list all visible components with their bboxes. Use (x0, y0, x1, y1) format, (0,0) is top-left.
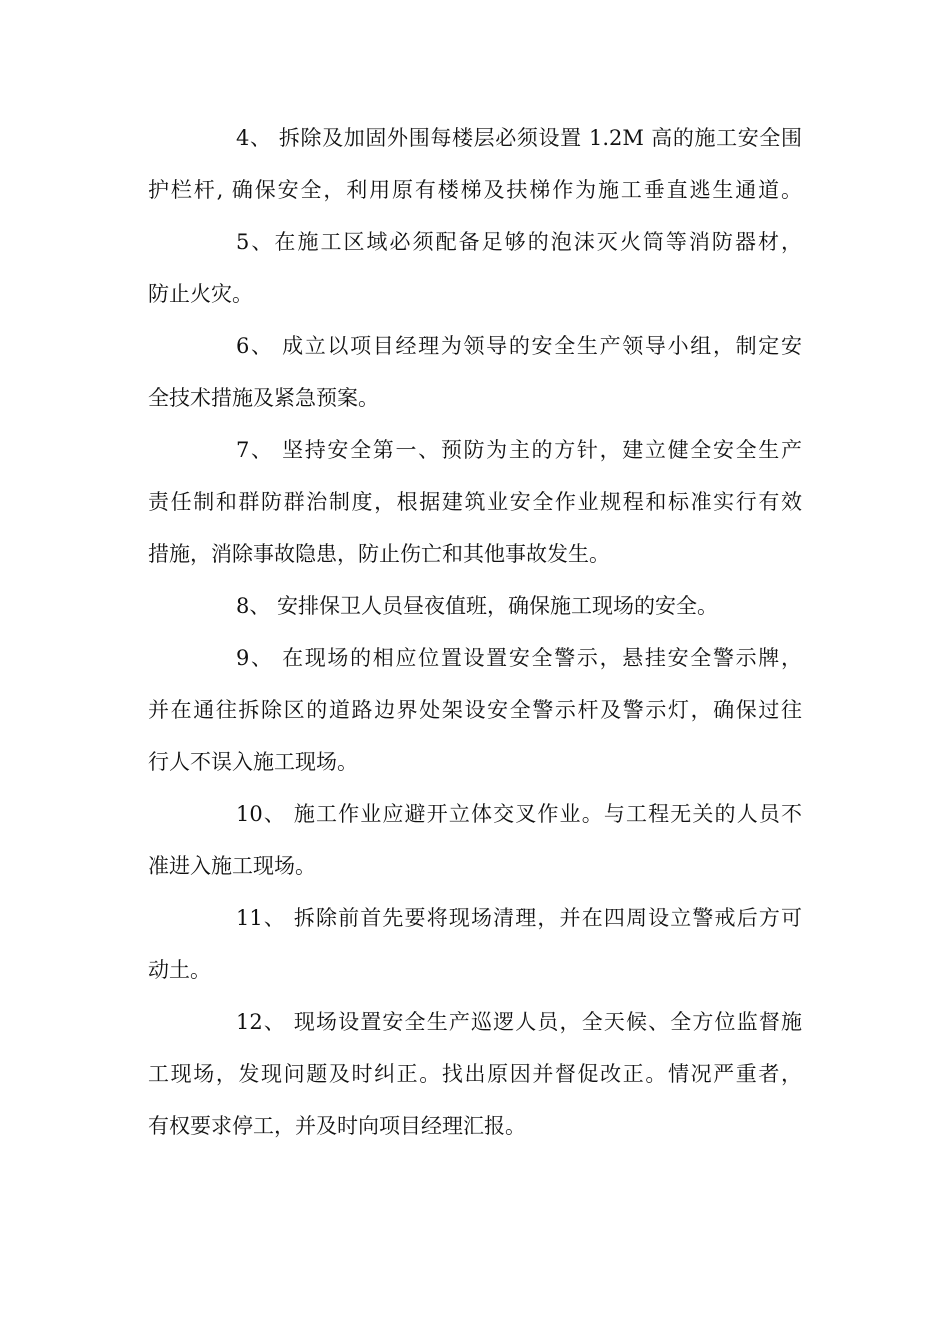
item-12-line-3: 有权要求停工，并及时向项目经理汇报。 (148, 1114, 526, 1138)
item-11-line-2: 动土。 (148, 958, 211, 982)
item-10-line-1: 10、 施工作业应避开立体交叉作业。与工程无关的人员不 (236, 802, 802, 826)
item-7-line-2: 责任制和群防群治制度，根据建筑业安全作业规程和标准实行有效 (148, 490, 802, 514)
item-4-line-2: 护栏杆, 确保安全，利用原有楼梯及扶梯作为施工垂直逃生通道。 (148, 178, 802, 202)
item-6-line-1: 6、 成立以项目经理为领导的安全生产领导小组，制定安 (236, 334, 802, 358)
item-11-line-1: 11、 拆除前首先要将现场清理，并在四周设立警戒后方可 (236, 906, 802, 930)
item-7-line-3: 措施，消除事故隐患，防止伤亡和其他事故发生。 (148, 542, 610, 566)
item-9-line-2: 并在通往拆除区的道路边界处架设安全警示杆及警示灯，确保过往 (148, 698, 802, 722)
item-4-line-1: 4、 拆除及加固外围每楼层必须设置 1.2M 高的施工安全围 (236, 126, 802, 150)
item-5-line-2: 防止火灾。 (148, 282, 253, 306)
item-12-line-2: 工现场，发现问题及时纠正。找出原因并督促改正。情况严重者， (148, 1062, 802, 1086)
item-5-line-1: 5、在施工区域必须配备足够的泡沫灭火筒等消防器材， (236, 230, 802, 254)
item-6-line-2: 全技术措施及紧急预案。 (148, 386, 379, 410)
item-8-line-1: 8、 安排保卫人员昼夜值班，确保施工现场的安全。 (236, 594, 719, 618)
document-body (148, 112, 802, 1152)
item-9-line-3: 行人不误入施工现场。 (148, 750, 358, 774)
item-7-line-1: 7、 坚持安全第一、预防为主的方针，建立健全安全生产 (236, 438, 802, 462)
item-9-line-1: 9、 在现场的相应位置设置安全警示，悬挂安全警示牌， (236, 646, 802, 670)
item-10-line-2: 准进入施工现场。 (148, 854, 316, 878)
item-12-line-1: 12、 现场设置安全生产巡逻人员，全天候、全方位监督施 (236, 1010, 802, 1034)
